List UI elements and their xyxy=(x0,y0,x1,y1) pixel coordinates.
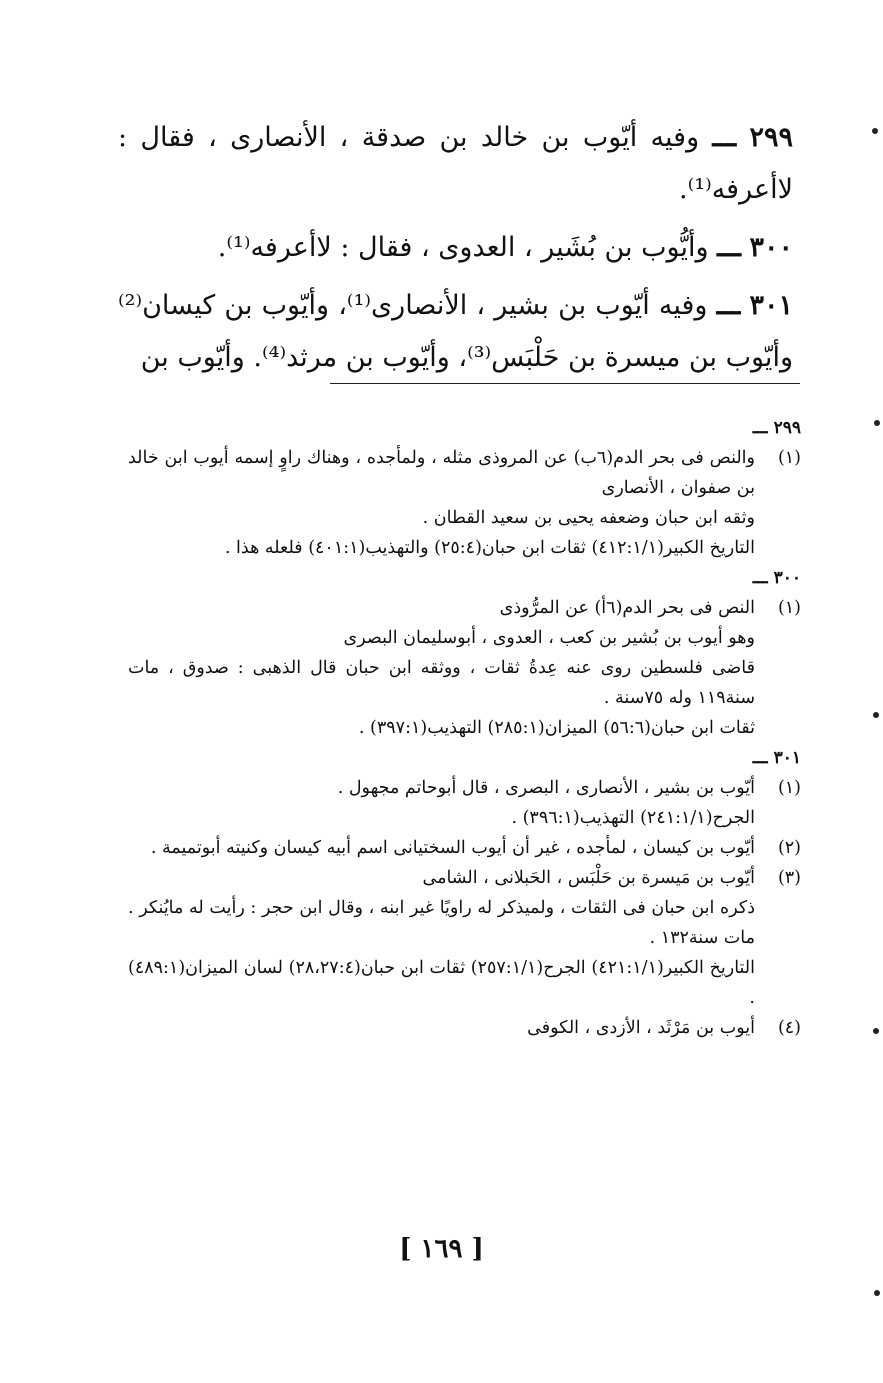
entry-dash: ـــ xyxy=(717,232,741,263)
footnote-body xyxy=(128,773,755,833)
entry-301 xyxy=(118,280,793,384)
footnote xyxy=(128,863,801,1013)
footnote-line: أيّوب بن كيسان ، لمأجده ، غير أن أيوب السختيانى اسم أبيه كيسان وكنيته أبوتميمة . xyxy=(150,838,755,858)
footnote-marker: (١) xyxy=(777,448,801,468)
entry-number: ٣٠١ xyxy=(749,290,794,321)
footnote-line: الجرح(٢٤١:١/١) التهذيب(٣٩٦:١) . xyxy=(511,808,755,828)
entry-300 xyxy=(118,222,793,274)
footnotes xyxy=(128,413,801,1043)
entry-text: وفيه أيّوب بن خالد بن صدقة ، الأنصارى ، فقال : لاأعرفه⁽¹⁾. xyxy=(118,122,793,205)
entry-number: ٢٩٩ xyxy=(749,122,793,153)
footnote-marker: (١) xyxy=(777,778,801,798)
footnote-body xyxy=(128,593,755,743)
footnote-body xyxy=(128,833,755,863)
footnote-line: أيوب بن مَرْثَد ، الأزدى ، الكوفى xyxy=(527,1018,755,1038)
footnote-body xyxy=(128,1013,755,1043)
footnote-section-heading: ٣٠٠ ـــ xyxy=(752,568,801,588)
entry-number: ٣٠٠ xyxy=(749,232,793,263)
footnote-marker: (٢) xyxy=(777,838,801,858)
footnote xyxy=(128,833,801,863)
entry-text: وفيه أيّوب بن بشير ، الأنصارى⁽¹⁾، وأيّوب بن كيسان⁽²⁾ وأيّوب بن ميسرة بن حَلْبَس⁽³⁾، وأيّوب بن مرثد⁽⁴⁾. وأيّوب بن xyxy=(118,290,793,373)
footnote-line: ثقات ابن حبان(٥٦:٦) الميزان(٢٨٥:١) التهذيب(٣٩٧:١) . xyxy=(358,718,755,738)
scan-speck xyxy=(873,712,879,718)
footnote-marker: (٤) xyxy=(777,1018,801,1038)
footnote-line: التاريخ الكبير(٤١٢:١/١) ثقات ابن حبان(٢٥:٤) والتهذيب(٤٠١:١) فلعله هذا . xyxy=(224,538,755,558)
main-text xyxy=(118,112,793,390)
page-number: [ ١٦٩ ] xyxy=(399,1234,484,1264)
footnote-divider xyxy=(330,383,800,384)
footnote-body xyxy=(128,443,755,563)
footnote-line: أيّوب بن بشير ، الأنصارى ، البصرى ، قال أبوحاتم مجهول . xyxy=(337,778,755,798)
footnote-line: أيّوب بن مَيسرة بن حَلْبَس ، الحَبلانى ، الشامى xyxy=(422,868,755,888)
footnote xyxy=(128,593,801,743)
footnote-line: ذكره ابن حبان فى الثقات ، ولميذكر له راويًا غير ابنه ، وقال ابن حجر : رأيت له مايُنكر . مات سنة١٣٢ . xyxy=(128,898,755,948)
scan-speck xyxy=(872,128,878,134)
footnote-line: التاريخ الكبير(٤٢١:١/١) الجرح(٢٥٧:١/١) ثقات ابن حبان(٢٨،٢٧:٤) لسان الميزان(٤٨٩:١) . xyxy=(128,958,755,1008)
footnote-line: قاضى فلسطين روى عنه عِدةُ ثقات ، ووثقه ابن حبان قال الذهبى : صدوق ، مات سنة١١٩ وله ٧٥سنة . xyxy=(128,658,755,708)
footnote-line: وهو أيوب بن بُشير بن كعب ، العدوى ، أبوسليمان البصرى xyxy=(343,628,755,648)
footnote-body xyxy=(128,863,755,1013)
entry-299 xyxy=(118,112,793,216)
footnote-section-heading: ٢٩٩ ـــ xyxy=(752,418,801,438)
entry-dash: ـــ xyxy=(716,290,741,321)
footnote-marker: (١) xyxy=(777,598,801,618)
footnote xyxy=(128,443,801,563)
scan-speck xyxy=(873,1028,879,1034)
footnote-line: وثقه ابن حبان وضعفه يحيى بن سعيد القطان . xyxy=(422,508,755,528)
footnote xyxy=(128,773,801,833)
footnote-marker: (٣) xyxy=(777,868,801,888)
footnote-line: النص فى بحر الدم(٦أ) عن المرُّوذى xyxy=(499,598,755,618)
entry-dash: ـــ xyxy=(712,122,737,153)
footnote-line: والنص فى بحر الدم(٦ب) عن المروذى مثله ، ولمأجده ، وهناك راوٍ إسمه أيوب ابن خالد بن صفوان ، الأنصارى xyxy=(128,448,755,498)
scan-speck xyxy=(874,420,880,426)
entry-text: وأيُّوب بن بُشَير ، العدوى ، فقال : لاأعرفه⁽¹⁾. xyxy=(217,232,709,263)
scan-speck xyxy=(874,1290,880,1296)
footnote xyxy=(128,1013,801,1043)
footnote-section-heading: ٣٠١ ـــ xyxy=(752,748,801,768)
